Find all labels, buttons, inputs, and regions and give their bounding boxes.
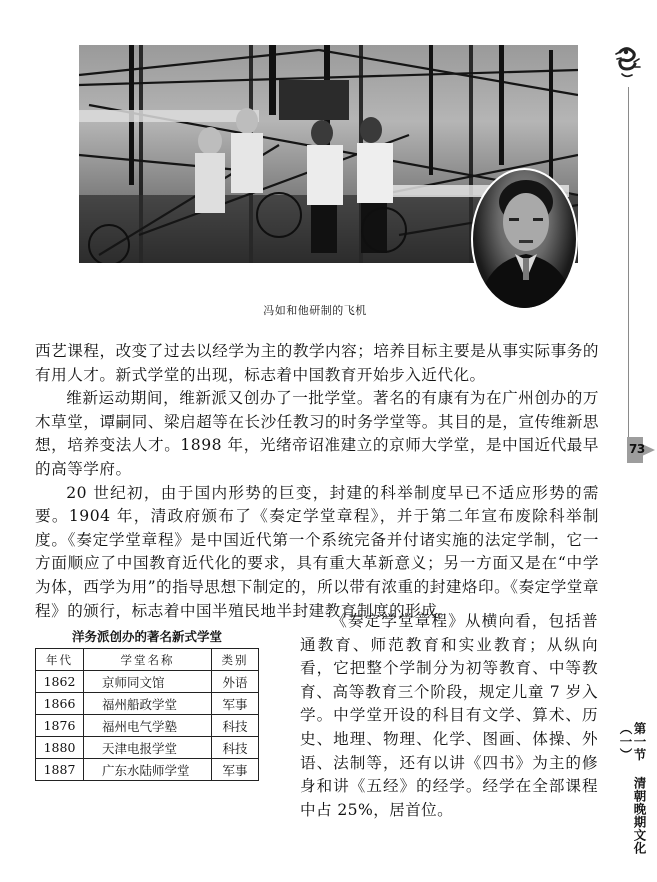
cell-category: 科技 [212,737,259,759]
table-title: 洋务派创办的著名新式学堂 [71,629,222,644]
table-header-row [36,649,259,671]
cell-name: 天津电报学堂 [84,737,212,759]
cell-year: 1866 [36,693,84,715]
table-row [36,737,259,759]
paragraph-2: 维新运动期间，维新派又创办了一批学堂。著名的有康有为在广州创办的万木草堂，谭嗣同、梁启超等在长沙任教习的时务学堂等。其目的是，宣传维新思想，培养变法人才。1898 年，光绪帝诏准建立的京师大学堂，是中国近代最早的高等学府。 [35,389,599,478]
cell-category: 科技 [212,715,259,737]
cell-category: 外语 [212,671,259,693]
chapter-label: 第一节 清朝晚期文化（一） [618,722,647,855]
cell-name: 广东水陆师学堂 [84,759,212,781]
header-category: 类别 [212,649,259,671]
paragraph-4: 《奏定学堂章程》从横向看，包括普通教育、师范教育和实业教育；从纵向看，它把整个学制分为初等教育、中等教育、高等教育三个阶段，规定儿童 7 岁入学。中学堂开设的科目有文学、算术、历史、地理、物理、化学、图画、体操、外语、法制等，还有以讲《四书》为主的修身和讲《五经》的经学。经学在全部课程中占 25%，居首位。 [300,612,598,819]
table-row [36,671,259,693]
cell-name: 福州电气学塾 [84,715,212,737]
portrait-photo [471,168,578,310]
paragraph-3: 20 世纪初，由于国内形势的巨变，封建的科举制度早已不适应形势的需要。1904 年，清政府颁布了《奏定学堂章程》，并于第二年宣布废除科举制度。《奏定学堂章程》是中国近代第一个系统完备并付诸实施的法定学制，它一方面顺应了中国教育近代化的要求，具有重大革新意义；另一方面又是在“中学为体，西学为用”的指导思想下制定的，所以带有浓重的封建烙印。《奏定学堂章程》的颁行，标志着中国半殖民地半封建教育制度的形成。 [35,483,599,620]
cell-year: 1880 [36,737,84,759]
dragon-icon [608,44,648,84]
figure-caption: 冯如和他研制的飞机 [263,304,367,317]
table-row [36,715,259,737]
main-text [35,340,599,623]
header-year: 年代 [36,649,84,671]
cell-year: 1887 [36,759,84,781]
side-text [300,610,598,822]
page-number: 73 [629,442,645,456]
cell-year: 1862 [36,671,84,693]
paragraph-1: 西艺课程，改变了过去以经学为主的教学内容；培养目标主要是从事实际事务的有用人才。新式学堂的出现，标志着中国教育开始步入近代化。 [35,342,599,384]
table-row [36,759,259,781]
cell-category: 军事 [212,759,259,781]
cell-name: 福州船政学堂 [84,693,212,715]
schools-table [35,648,259,781]
table-row [36,693,259,715]
header-name: 学堂名称 [84,649,212,671]
cell-name: 京师同文馆 [84,671,212,693]
cell-year: 1876 [36,715,84,737]
margin-rule [628,87,629,437]
cell-category: 军事 [212,693,259,715]
